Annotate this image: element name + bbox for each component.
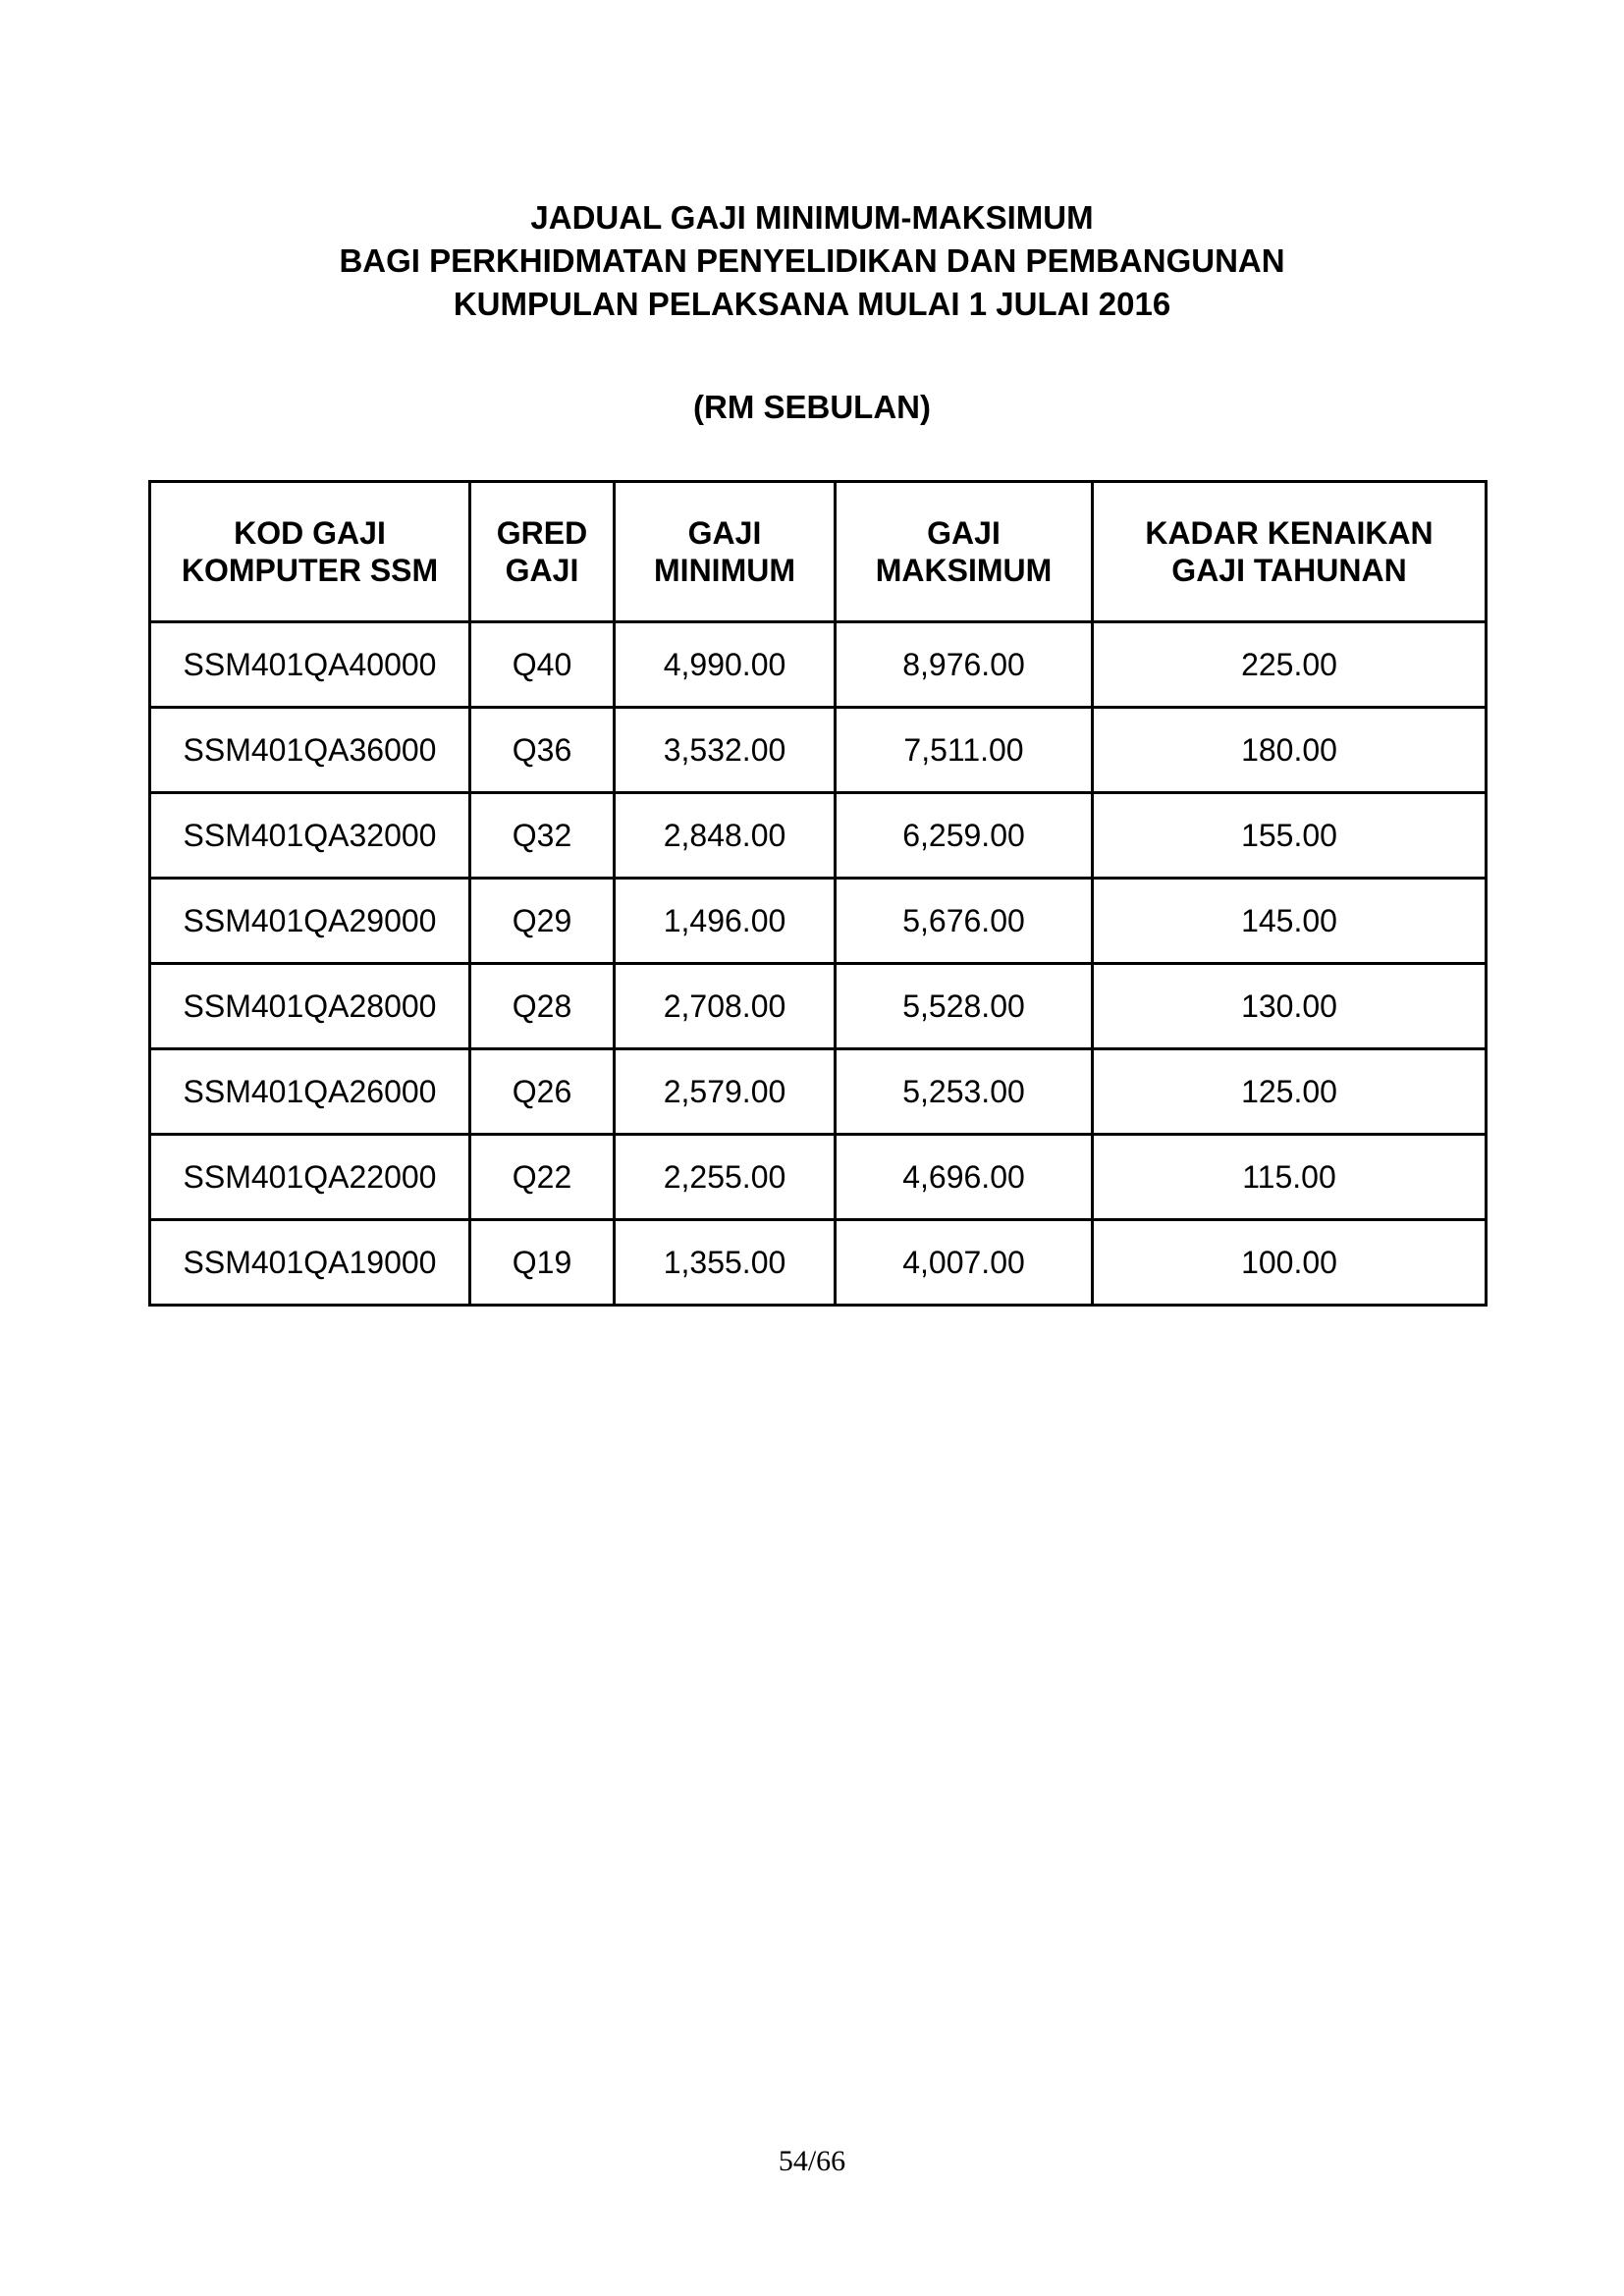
- cell-gaji-minimum: 2,848.00: [615, 793, 836, 879]
- cell-kod-gaji: SSM401QA28000: [150, 964, 470, 1049]
- header-text: KOD GAJI: [234, 515, 386, 551]
- cell-kadar-kenaikan: 180.00: [1093, 708, 1487, 793]
- table-row: [150, 622, 1487, 708]
- cell-gred: Q29: [470, 879, 615, 964]
- table-row: [150, 793, 1487, 879]
- cell-gaji-minimum: 2,579.00: [615, 1049, 836, 1135]
- header-text: GAJI: [687, 515, 762, 551]
- cell-gred: Q26: [470, 1049, 615, 1135]
- cell-gaji-minimum: 1,355.00: [615, 1220, 836, 1306]
- cell-gred: Q19: [470, 1220, 615, 1306]
- cell-gaji-maksimum: 8,976.00: [836, 622, 1093, 708]
- cell-kadar-kenaikan: 225.00: [1093, 622, 1487, 708]
- salary-table: [148, 480, 1488, 1307]
- cell-gaji-maksimum: 4,696.00: [836, 1135, 1093, 1220]
- header-text: KADAR KENAIKAN: [1145, 515, 1434, 551]
- title-line-3: KUMPULAN PELAKSANA MULAI 1 JULAI 2016: [453, 286, 1171, 322]
- header-text: KOMPUTER SSM: [181, 553, 439, 588]
- cell-gred: Q32: [470, 793, 615, 879]
- cell-gaji-minimum: 2,708.00: [615, 964, 836, 1049]
- table-header-row: [150, 482, 1487, 622]
- table-row: [150, 708, 1487, 793]
- header-gaji-minimum: [615, 482, 836, 622]
- cell-kod-gaji: SSM401QA32000: [150, 793, 470, 879]
- cell-gaji-maksimum: 4,007.00: [836, 1220, 1093, 1306]
- title-line-1: JADUAL GAJI MINIMUM-MAKSIMUM: [530, 199, 1094, 236]
- cell-kadar-kenaikan: 130.00: [1093, 964, 1487, 1049]
- cell-kadar-kenaikan: 100.00: [1093, 1220, 1487, 1306]
- currency-unit-label: (RM SEBULAN): [693, 389, 931, 425]
- document-title: [0, 196, 1624, 326]
- header-text: GAJI TAHUNAN: [1171, 553, 1407, 588]
- table-row: [150, 1135, 1487, 1220]
- cell-kod-gaji: SSM401QA40000: [150, 622, 470, 708]
- cell-kod-gaji: SSM401QA26000: [150, 1049, 470, 1135]
- cell-gaji-maksimum: 5,676.00: [836, 879, 1093, 964]
- header-gred-gaji: [470, 482, 615, 622]
- header-text: GAJI: [505, 553, 579, 588]
- cell-gaji-maksimum: 7,511.00: [836, 708, 1093, 793]
- cell-gred: Q22: [470, 1135, 615, 1220]
- cell-gaji-minimum: 3,532.00: [615, 708, 836, 793]
- cell-kadar-kenaikan: 125.00: [1093, 1049, 1487, 1135]
- cell-kadar-kenaikan: 155.00: [1093, 793, 1487, 879]
- header-text: MAKSIMUM: [875, 553, 1053, 588]
- header-text: GAJI: [927, 515, 1001, 551]
- table-row: [150, 879, 1487, 964]
- cell-gaji-minimum: 1,496.00: [615, 879, 836, 964]
- table-row: [150, 1220, 1487, 1306]
- cell-gaji-minimum: 4,990.00: [615, 622, 836, 708]
- header-kadar-kenaikan: [1093, 482, 1487, 622]
- page-number: 54/66: [778, 2145, 846, 2177]
- header-kod-gaji: [150, 482, 470, 622]
- header-text: MINIMUM: [654, 553, 795, 588]
- cell-gaji-maksimum: 5,253.00: [836, 1049, 1093, 1135]
- cell-gaji-maksimum: 5,528.00: [836, 964, 1093, 1049]
- cell-kod-gaji: SSM401QA29000: [150, 879, 470, 964]
- cell-kod-gaji: SSM401QA22000: [150, 1135, 470, 1220]
- header-gaji-maksimum: [836, 482, 1093, 622]
- table-row: [150, 1049, 1487, 1135]
- cell-gaji-maksimum: 6,259.00: [836, 793, 1093, 879]
- table-row: [150, 964, 1487, 1049]
- cell-kod-gaji: SSM401QA36000: [150, 708, 470, 793]
- cell-kod-gaji: SSM401QA19000: [150, 1220, 470, 1306]
- cell-gaji-minimum: 2,255.00: [615, 1135, 836, 1220]
- header-text: GRED: [496, 515, 588, 551]
- cell-kadar-kenaikan: 115.00: [1093, 1135, 1487, 1220]
- cell-gred: Q36: [470, 708, 615, 793]
- cell-gred: Q40: [470, 622, 615, 708]
- title-line-2: BAGI PERKHIDMATAN PENYELIDIKAN DAN PEMBANGUNAN: [339, 242, 1285, 279]
- cell-kadar-kenaikan: 145.00: [1093, 879, 1487, 964]
- cell-gred: Q28: [470, 964, 615, 1049]
